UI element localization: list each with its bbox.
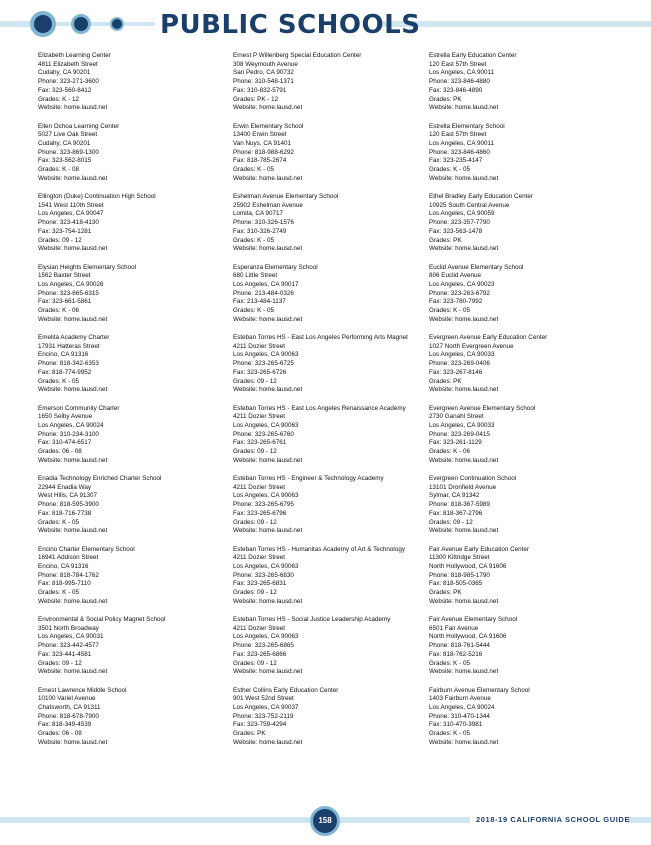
school-name: Ernest P Willenberg Special Education Center <box>233 52 362 59</box>
city-state-zip: Encino, CA 91316 <box>38 562 89 570</box>
school-name: Evergreen Avenue Elementary School <box>429 404 536 412</box>
school-entry <box>233 546 423 617</box>
website: Website: home.lausd.net <box>429 174 499 182</box>
phone: Phone: 818-784-1762 <box>38 571 99 579</box>
website: Website: home.lausd.net <box>429 597 499 605</box>
school-entry <box>38 193 228 264</box>
city-state-zip: Los Angeles, CA 90047 <box>38 210 104 218</box>
school-entry <box>429 475 619 546</box>
school-name: Ellen Ochoa Learning Center <box>38 122 120 130</box>
phone: Phone: 310-326-1576 <box>233 219 294 227</box>
city-state-zip: Los Angeles, CA 90063 <box>233 421 299 429</box>
footer-rule-left <box>0 817 310 823</box>
grades: Grades: PK <box>429 95 462 103</box>
street-address: 4211 Dozier Street <box>233 342 286 350</box>
grades: Grades: K - 05 <box>233 307 274 315</box>
fax: Fax: 323-754-1281 <box>38 227 92 235</box>
street-address: 17931 Hatteras Street <box>38 342 100 350</box>
grades: Grades: K - 05 <box>38 589 79 597</box>
school-column-3 <box>429 52 619 757</box>
school-name: Environmental & Social Policy Magnet School <box>38 616 166 623</box>
phone: Phone: 323-269-0415 <box>429 430 490 438</box>
grades: Grades: 09 - 12 <box>429 518 473 526</box>
city-state-zip: Van Nuys, CA 91401 <box>233 139 291 147</box>
school-name: Evergreen Avenue Early Education Center <box>429 334 548 341</box>
footer-rule-right <box>340 817 470 823</box>
grades: Grades: K - 05 <box>429 166 470 174</box>
street-address: 120 East 57th Street <box>429 60 487 68</box>
school-entry <box>429 193 619 264</box>
city-state-zip: Chatsworth, CA 91311 <box>38 703 101 711</box>
fax: Fax: 323-759-4294 <box>233 721 287 729</box>
website: Website: home.lausd.net <box>429 668 499 676</box>
city-state-zip: Cudahy, CA 90201 <box>38 139 91 147</box>
website: Website: home.lausd.net <box>429 315 499 323</box>
school-name: Emelita Academy Charter <box>38 334 110 341</box>
street-address: 13101 Dronfield Avenue <box>429 483 497 491</box>
phone: Phone: 323-418-4130 <box>38 219 99 227</box>
street-address: 1403 Fairburn Avenue <box>429 695 491 703</box>
school-entry <box>38 264 228 335</box>
grades: Grades: K - 12 <box>38 95 79 103</box>
street-address: 308 Weymouth Avenue <box>233 60 298 68</box>
fax: Fax: 323-563-1478 <box>429 227 483 235</box>
fax: Fax: 323-265-6761 <box>233 439 287 447</box>
phone: Phone: 323-265-6795 <box>233 501 294 509</box>
fax: Fax: 323-265-6831 <box>233 580 287 588</box>
school-entry <box>38 687 228 758</box>
city-state-zip: Los Angeles, CA 90026 <box>38 280 104 288</box>
city-state-zip: Encino, CA 91316 <box>38 351 89 359</box>
city-state-zip: Los Angeles, CA 90017 <box>233 280 299 288</box>
school-name: Encino Charter Elementary School <box>38 545 135 553</box>
website: Website: home.lausd.net <box>233 245 303 253</box>
street-address: 13400 Erwin Street <box>233 131 287 139</box>
fax: Fax: 818-995-7110 <box>38 580 91 588</box>
grades: Grades: K - 06 <box>38 307 79 315</box>
website: Website: home.lausd.net <box>38 738 108 746</box>
phone: Phone: 818-367-5989 <box>429 501 490 509</box>
fax: Fax: 310-326-2749 <box>233 227 287 235</box>
school-name: Ernest Lawrence Middle School <box>38 686 127 694</box>
city-state-zip: Los Angeles, CA 90063 <box>233 633 299 641</box>
website: Website: home.lausd.net <box>429 456 499 464</box>
grades: Grades: PK <box>233 730 266 738</box>
school-entry <box>233 123 423 194</box>
street-address: 2730 Ganahl Street <box>429 413 484 421</box>
phone: Phone: 818-985-1790 <box>429 571 490 579</box>
header-rule-middle <box>55 22 155 26</box>
grades: Grades: K - 05 <box>429 307 470 315</box>
fax: Fax: 310-470-3981 <box>429 721 483 729</box>
city-state-zip: Los Angeles, CA 90033 <box>429 421 495 429</box>
website: Website: home.lausd.net <box>233 174 303 182</box>
school-name: Eshelman Avenue Elementary School <box>233 193 339 200</box>
city-state-zip: Los Angeles, CA 90024 <box>38 421 104 429</box>
website: Website: home.lausd.net <box>233 668 303 676</box>
fax: Fax: 323-560-8412 <box>38 86 92 94</box>
website: Website: home.lausd.net <box>38 174 108 182</box>
fax: Fax: 310-832-5791 <box>233 86 287 94</box>
street-address: 120 East 57th Street <box>429 131 487 139</box>
website: Website: home.lausd.net <box>429 738 499 746</box>
grades: Grades: 06 - 08 <box>38 730 82 738</box>
website: Website: home.lausd.net <box>38 597 108 605</box>
phone: Phone: 323-265-6725 <box>233 360 294 368</box>
school-entry <box>38 123 228 194</box>
street-address: 25902 Eshelman Avenue <box>233 201 303 209</box>
website: Website: home.lausd.net <box>429 245 499 253</box>
website: Website: home.lausd.net <box>233 456 303 464</box>
grades: Grades: 09 - 12 <box>233 448 277 456</box>
school-name: Ellington (Duke) Continuation High School <box>38 193 156 200</box>
website: Website: home.lausd.net <box>233 738 303 746</box>
school-name: Esperanza Elementary School <box>233 263 318 271</box>
fax: Fax: 818-505-0365 <box>429 580 483 588</box>
city-state-zip: Los Angeles, CA 90063 <box>233 492 299 500</box>
city-state-zip: Cudahy, CA 90201 <box>38 69 91 77</box>
school-entry <box>38 546 228 617</box>
street-address: 4211 Dozier Street <box>233 624 286 632</box>
school-name: Esteban Torres HS - Humanitas Academy of Art & Technology <box>233 545 405 553</box>
street-address: 11300 Kittridge Street <box>429 554 490 562</box>
city-state-zip: West Hills, CA 91307 <box>38 492 98 500</box>
school-name: Esteban Torres HS - Social Justice Leadership Academy <box>233 616 391 623</box>
fax: Fax: 818-367-2796 <box>429 509 483 517</box>
school-entry <box>233 687 423 758</box>
page-title: PUBLIC SCHOOLS <box>160 10 421 40</box>
grades: Grades: K - 05 <box>429 730 470 738</box>
fax: Fax: 323-265-6796 <box>233 509 287 517</box>
school-entry <box>429 616 619 687</box>
phone: Phone: 310-234-3100 <box>38 430 99 438</box>
grades: Grades: PK - 12 <box>233 95 279 103</box>
website: Website: home.lausd.net <box>233 386 303 394</box>
street-address: 6501 Fair Avenue <box>429 624 479 632</box>
city-state-zip: Los Angeles, CA 90033 <box>429 351 495 359</box>
school-name: Esteban Torres HS - East Los Angeles Performing Arts Magnet <box>233 334 408 341</box>
fax: Fax: 323-267-8146 <box>429 368 483 376</box>
website: Website: home.lausd.net <box>429 104 499 112</box>
street-address: 1650 Selby Avenue <box>38 413 93 421</box>
fax: Fax: 323-261-1129 <box>429 439 482 447</box>
grades: Grades: K - 05 <box>429 659 470 667</box>
header-dot-medium <box>71 14 91 34</box>
school-name: Euclid Avenue Elementary School <box>429 263 524 271</box>
grades: Grades: PK <box>429 589 462 597</box>
page-number-badge: 158 <box>310 806 340 836</box>
city-state-zip: Lomita, CA 90717 <box>233 210 284 218</box>
school-entry <box>233 264 423 335</box>
street-address: 1562 Baxter Street <box>38 272 91 280</box>
city-state-zip: Los Angeles, CA 90031 <box>38 633 104 641</box>
fax: Fax: 323-562-8015 <box>38 157 92 165</box>
fax: Fax: 818-785-2674 <box>233 157 287 165</box>
grades: Grades: K - 06 <box>429 448 470 456</box>
phone: Phone: 323-271-3600 <box>38 78 99 86</box>
school-name: Emerson Community Charter <box>38 404 120 412</box>
school-name: Elizabeth Learning Center <box>38 52 111 59</box>
street-address: 4211 Dozier Street <box>233 554 286 562</box>
grades: Grades: PK <box>429 377 462 385</box>
city-state-zip: North Hollywood, CA 91606 <box>429 562 507 570</box>
street-address: 1027 North Evergreen Avenue <box>429 342 514 350</box>
fax: Fax: 213-484-1137 <box>233 298 286 306</box>
grades: Grades: K - 05 <box>38 518 79 526</box>
phone: Phone: 323-442-4577 <box>38 642 99 650</box>
fax: Fax: 310-474-6517 <box>38 439 92 447</box>
phone: Phone: 323-265-6830 <box>233 571 294 579</box>
school-entry <box>233 193 423 264</box>
school-name: Elysian Heights Elementary School <box>38 263 136 271</box>
school-entry <box>429 52 619 123</box>
school-entry <box>429 546 619 617</box>
guide-title: 2018-19 CALIFORNIA SCHOOL GUIDE <box>476 815 631 824</box>
website: Website: home.lausd.net <box>38 315 108 323</box>
website: Website: home.lausd.net <box>38 386 108 394</box>
street-address: 10925 South Central Avenue <box>429 201 510 209</box>
phone: Phone: 310-548-1371 <box>233 78 294 86</box>
school-name: Esteban Torres HS - East Los Angeles Renaissance Academy <box>233 404 406 412</box>
phone: Phone: 323-265-6865 <box>233 642 294 650</box>
city-state-zip: Los Angeles, CA 90011 <box>429 69 495 77</box>
school-name: Evergreen Continuation School <box>429 475 517 482</box>
grades: Grades: 09 - 12 <box>233 589 277 597</box>
street-address: 4211 Dozier Street <box>233 483 286 491</box>
header-dot-small <box>110 17 124 31</box>
city-state-zip: Los Angeles, CA 90063 <box>233 351 299 359</box>
phone: Phone: 323-869-1300 <box>38 148 99 156</box>
header-dot-large <box>30 11 56 37</box>
footer-rule-far-right <box>628 817 651 823</box>
phone: Phone: 818-342-6353 <box>38 360 99 368</box>
street-address: 10100 Variel Avenue <box>38 695 96 703</box>
website: Website: home.lausd.net <box>38 527 108 535</box>
phone: Phone: 323-846-4880 <box>429 78 490 86</box>
street-address: 5027 Live Oak Street <box>38 131 98 139</box>
website: Website: home.lausd.net <box>38 668 108 676</box>
grades: Grades: K - 05 <box>233 236 274 244</box>
school-entry <box>233 405 423 476</box>
city-state-zip: Sylmar, CA 91342 <box>429 492 480 500</box>
phone: Phone: 310-470-1344 <box>429 712 490 720</box>
phone: Phone: 323-263-6792 <box>429 289 490 297</box>
phone: Phone: 323-665-6315 <box>38 289 99 297</box>
grades: Grades: 09 - 12 <box>233 377 277 385</box>
school-entry <box>38 334 228 405</box>
street-address: 806 Euclid Avenue <box>429 272 482 280</box>
fax: Fax: 323-265-6726 <box>233 368 287 376</box>
city-state-zip: North Hollywood, CA 91606 <box>429 633 507 641</box>
school-entry <box>429 334 619 405</box>
school-entry <box>38 475 228 546</box>
school-name: Erwin Elementary School <box>233 122 304 130</box>
website: Website: home.lausd.net <box>233 597 303 605</box>
city-state-zip: Los Angeles, CA 90059 <box>429 210 495 218</box>
grades: Grades: K - 05 <box>38 377 79 385</box>
street-address: 3501 North Broadway <box>38 624 99 632</box>
website: Website: home.lausd.net <box>233 527 303 535</box>
phone: Phone: 323-752-2119 <box>233 712 294 720</box>
phone: Phone: 818-988-6292 <box>233 148 294 156</box>
city-state-zip: San Pedro, CA 90732 <box>233 69 294 77</box>
fax: Fax: 323-846-4890 <box>429 86 483 94</box>
website: Website: home.lausd.net <box>233 104 303 112</box>
phone: Phone: 323-269-0406 <box>429 360 490 368</box>
street-address: 1541 West 110th Street <box>38 201 104 209</box>
school-name: Estrella Early Education Center <box>429 52 517 59</box>
street-address: 16941 Addison Street <box>38 554 99 562</box>
grades: Grades: 06 - 08 <box>38 448 82 456</box>
header-rule-right <box>380 21 651 27</box>
fax: Fax: 323-780-7992 <box>429 298 483 306</box>
website: Website: home.lausd.net <box>38 456 108 464</box>
school-name: Esteban Torres HS - Engineer & Technology Academy <box>233 475 384 482</box>
city-state-zip: Los Angeles, CA 90023 <box>429 280 495 288</box>
grades: Grades: 09 - 12 <box>233 518 277 526</box>
header-rule-left <box>0 21 30 27</box>
grades: Grades: 09 - 12 <box>233 659 277 667</box>
school-entry <box>429 405 619 476</box>
grades: Grades: 09 - 12 <box>38 659 82 667</box>
street-address: 680 Little Street <box>233 272 278 280</box>
street-address: 4211 Dozier Street <box>233 413 286 421</box>
phone: Phone: 323-846-4860 <box>429 148 490 156</box>
fax: Fax: 818-349-4539 <box>38 721 92 729</box>
phone: Phone: 818-595-3900 <box>38 501 99 509</box>
website: Website: home.lausd.net <box>233 315 303 323</box>
school-entry <box>233 616 423 687</box>
phone: Phone: 818-761-5444 <box>429 642 490 650</box>
school-name: Fair Avenue Early Education Center <box>429 545 529 553</box>
city-state-zip: Los Angeles, CA 90011 <box>429 139 495 147</box>
school-name: Estrella Elementary School <box>429 122 505 130</box>
fax: Fax: 818-716-7738 <box>38 509 92 517</box>
fax: Fax: 818-774-9952 <box>38 368 92 376</box>
phone: Phone: 818-678-7900 <box>38 712 99 720</box>
fax: Fax: 323-235-4147 <box>429 157 483 165</box>
school-entry <box>38 616 228 687</box>
phone: Phone: 323-265-6760 <box>233 430 294 438</box>
school-entry <box>38 405 228 476</box>
street-address: 901 West 52nd Street <box>233 695 294 703</box>
website: Website: home.lausd.net <box>429 386 499 394</box>
grades: Grades: K - 08 <box>38 166 79 174</box>
school-name: Enadia Technology Enriched Charter School <box>38 475 162 482</box>
school-column-2 <box>233 52 423 757</box>
school-entry <box>233 334 423 405</box>
phone: Phone: 213-484-0326 <box>233 289 294 297</box>
school-entry <box>38 52 228 123</box>
city-state-zip: Los Angeles, CA 90024 <box>429 703 495 711</box>
school-column-1 <box>38 52 228 757</box>
school-entry <box>233 52 423 123</box>
school-name: Esther Collins Early Education Center <box>233 686 339 694</box>
grades: Grades: K - 05 <box>233 166 274 174</box>
fax: Fax: 323-441-4581 <box>38 650 92 658</box>
school-name: Ethel Bradley Early Education Center <box>429 193 533 200</box>
grades: Grades: 09 - 12 <box>38 236 82 244</box>
street-address: 22944 Enadia Way <box>38 483 91 491</box>
school-entry <box>233 475 423 546</box>
street-address: 4811 Elizabeth Street <box>38 60 98 68</box>
city-state-zip: Los Angeles, CA 90063 <box>233 562 299 570</box>
fax: Fax: 818-762-5216 <box>429 650 483 658</box>
city-state-zip: Los Angeles, CA 90037 <box>233 703 299 711</box>
website: Website: home.lausd.net <box>429 527 499 535</box>
school-entry <box>429 264 619 335</box>
website: Website: home.lausd.net <box>38 245 108 253</box>
school-entry <box>429 687 619 758</box>
school-entry <box>429 123 619 194</box>
school-name: Fair Avenue Elementary School <box>429 616 518 623</box>
website: Website: home.lausd.net <box>38 104 108 112</box>
fax: Fax: 323-661-5861 <box>38 298 92 306</box>
phone: Phone: 323-357-7790 <box>429 219 490 227</box>
grades: Grades: PK <box>429 236 462 244</box>
school-name: Fairburn Avenue Elementary School <box>429 686 530 694</box>
fax: Fax: 323-265-6866 <box>233 650 287 658</box>
